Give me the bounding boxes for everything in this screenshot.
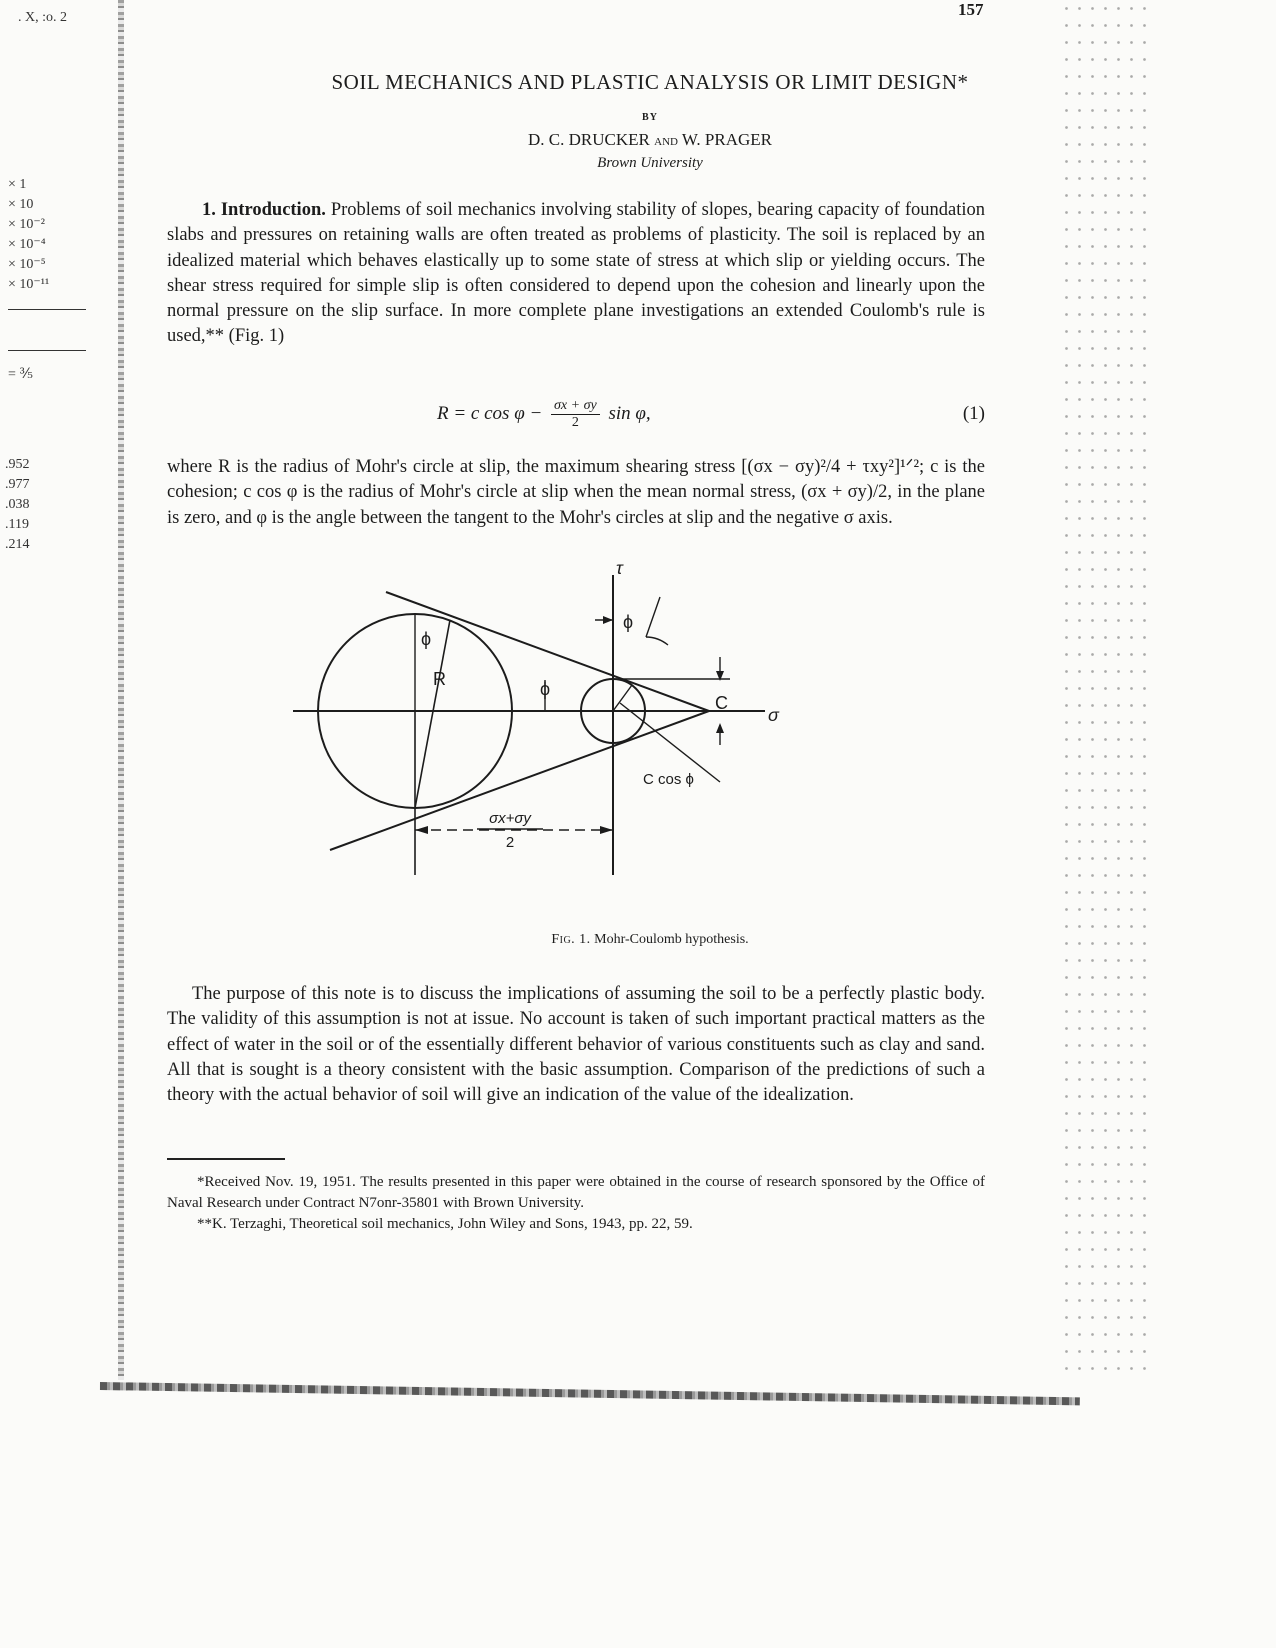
equation-body (437, 398, 651, 431)
figure-caption-label: Fig. 1. (551, 932, 591, 947)
margin-rule (8, 350, 86, 351)
margin-num: .952 (5, 457, 30, 472)
dim-arrow-left (415, 826, 428, 834)
equation-frac-num: σx + σy (551, 398, 600, 415)
equation-lhs: R = c cos φ − (437, 402, 543, 424)
purpose-paragraph: The purpose of this note is to discuss the implications of assuming the soil to be a perfectly plastic body. The validity of this assumption is not at issue. No account is taken of such important practical matters as the effect of water in the soil or of the essentially different behavior of various constituents such as clay and sand. All that is sought is a theory consistent with the basic assumption. Comparison of the predictions of such a theory with the actual behavior of soil will give an indication of the value of the idealization. (167, 984, 985, 1106)
equation-fraction (551, 398, 600, 431)
R-label: R (433, 669, 446, 689)
margin-item: × 10⁻² (8, 217, 45, 232)
intro-text: Problems of soil mechanics involving stability of slopes, bearing capacity of foundation slabs and pressures on retaining walls are often treated as problems of plasticity. The soil is replaced by an idealized material which behaves elastically up to some state of stress at which slip or yielding occurs. The shear stress required for simple slip is often considered to depend upon the cohesion and linearly upon the normal pressure on the slip surface. In more complete plane investigations an extended Coulomb's rule is used,** (Fig. 1) (167, 200, 985, 347)
equation-frac-den: 2 (571, 415, 579, 430)
margin-fragment-header: . X, :o. 2 (18, 10, 67, 25)
margin-num: .977 (5, 477, 30, 492)
mean-stress-numerator: σx+σy (489, 810, 531, 827)
author-drucker: D. C. DRUCKER (528, 130, 650, 149)
figure-caption-text: Mohr-Coulomb hypothesis. (594, 932, 749, 947)
margin-item: × 1 (8, 177, 27, 192)
authors (150, 130, 1150, 150)
equation-1 (167, 395, 985, 445)
page-number: 157 (958, 0, 984, 19)
authors-and: AND (654, 136, 678, 148)
margin-item: × 10 (8, 197, 34, 212)
mean-stress-denominator: 2 (505, 834, 515, 851)
dim-arrow-right (600, 826, 613, 834)
ccos-label: C cos ϕ (643, 771, 694, 788)
footnote-received: *Received Nov. 19, 1951. The results presented in this paper were obtained in the course of research sponsored by the Office of Naval Research under Contract N7onr-35801 with Brown University. (167, 1174, 985, 1211)
scan-gutter-shadow (118, 0, 124, 1380)
tau-label: τ (616, 558, 623, 578)
sigma-label: σ (768, 705, 779, 725)
margin-item: × 10⁻¹¹ (8, 277, 50, 292)
byline-by: BY (642, 112, 658, 123)
phi-label-upper-right: ϕ (623, 612, 634, 632)
margin-rule (8, 309, 86, 310)
footnotes (167, 1172, 985, 1235)
margin-eq: = ⅗ (8, 367, 33, 382)
small-radius-line (613, 685, 632, 711)
margin-num: .038 (5, 497, 30, 512)
phi-upper-right-arc (646, 637, 668, 645)
margin-item: × 10⁻⁵ (8, 257, 46, 272)
margin-fragment-list (8, 175, 98, 385)
footnote-terzaghi: **K. Terzaghi, Theoretical soil mechanics, John Wiley and Sons, 1943, pp. 22, 59. (197, 1216, 693, 1232)
margin-item: × 10⁻⁴ (8, 237, 46, 252)
margin-fragment-numbers (5, 455, 65, 555)
scan-noise-right-edge (1060, 0, 1150, 1380)
c-arrowhead-bottom (716, 723, 724, 733)
equation-number: (1) (962, 403, 985, 424)
section-heading: 1. Introduction. (202, 200, 326, 220)
equation-rhs: sin φ, (608, 402, 651, 424)
figure-caption (150, 932, 1150, 948)
definitions-paragraph: where R is the radius of Mohr's circle at slip, the maximum shearing stress [(σx − σy)²/4 + τxy²]¹ᐟ²; c is the cohesion; c cos φ is the radius of Mohr's circle at slip when the mean normal stress, (σx + σy)/2, in the plane is zero, and φ is the angle between the tangent to the Mohr's circles at slip and the negative σ axis. (167, 457, 985, 528)
intro-paragraph (167, 198, 985, 350)
margin-num: .214 (5, 537, 30, 552)
footnote-rule (167, 1158, 285, 1160)
author-prager: W. PRAGER (681, 130, 772, 149)
phi-label-large-circle: ϕ (421, 629, 432, 649)
phi-upper-right-leg (646, 597, 660, 637)
paper-title: SOIL MECHANICS AND PLASTIC ANALYSIS OR LIMIT DESIGN* (331, 70, 969, 94)
affiliation: Brown University (597, 155, 703, 171)
phi-arrowhead (603, 616, 613, 624)
margin-num: .119 (5, 517, 29, 532)
phi-label-middle: ϕ (540, 679, 551, 699)
mohr-coulomb-figure (290, 558, 810, 875)
C-label: C (715, 693, 728, 713)
scan-bottom-edge (100, 1382, 1080, 1405)
